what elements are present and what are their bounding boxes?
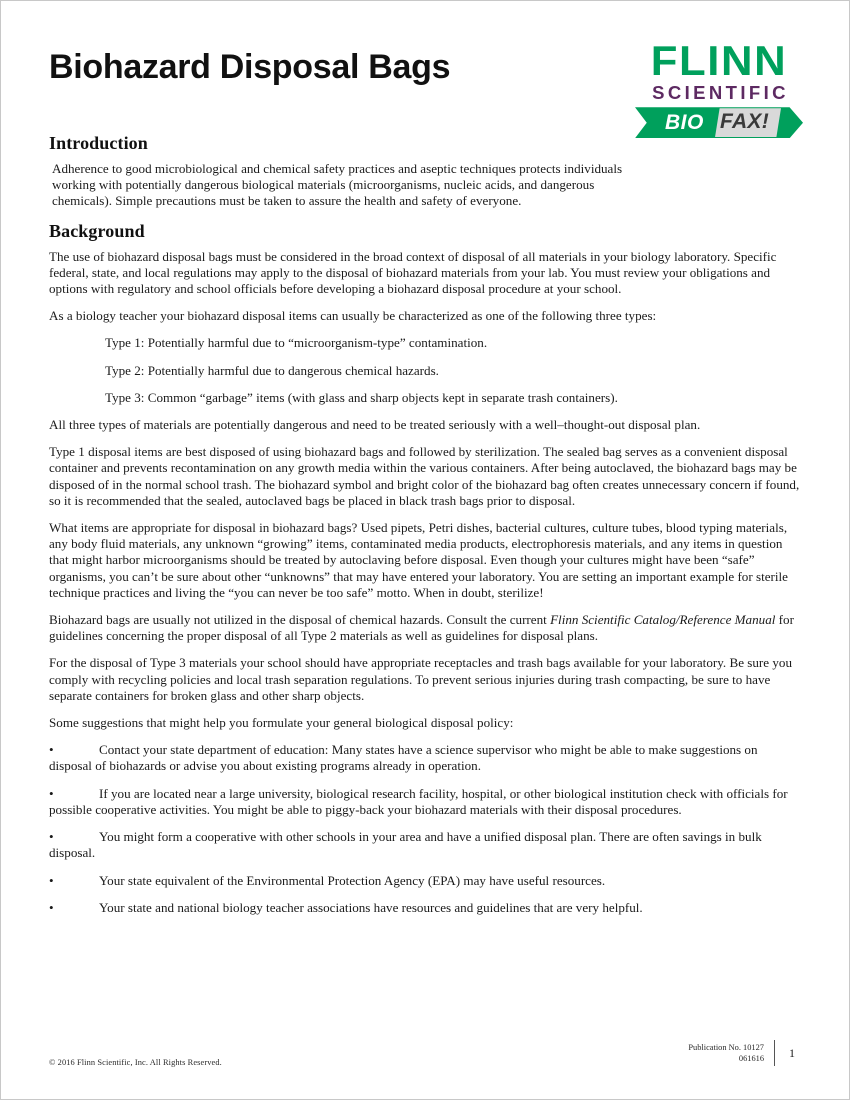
bullet-icon: • <box>49 899 54 915</box>
ribbon-bio-text: BIO <box>665 111 704 135</box>
bullet-icon: • <box>49 829 54 845</box>
paragraph-background-8: Some suggestions that might help you formulate your general biological disposal policy: <box>49 715 514 731</box>
catalog-reference-manual-title: Flinn Scientific Catalog/Reference Manual <box>550 612 776 628</box>
logo-subbrand-text: SCIENTIFIC <box>652 81 789 103</box>
suggestions-list <box>49 742 803 916</box>
paragraph-introduction: Adherence to good microbiological and chemical safety practices and aseptic techniques protects individuals working with potentially dangerous biological materials (microorganisms, nucleic acids, and dangerous chemicals). Simple precautions must be taken to assure the health and safety of everyone. <box>52 161 623 209</box>
list-item <box>49 786 803 818</box>
paragraph-background-5: What items are appropriate for disposal in biohazard bags? Used pipets, Petri dishes, bacterial cultures, culture tubes, blood typing materials, any body fluid materials, any unknown “growing” items, contaminated media products, electrophoresis materials, and any items in question that might harbor microorganisms should be treated by autoclaving before disposal. Even though your cultures might have been “safe” organisms, you can’t be sure about other “unknowns” that may have entered your laboratory. You are setting an important example for sterile technique practices and living the “you can never be too safe” motto. When in doubt, sterilize! <box>49 520 788 600</box>
list-item <box>49 742 803 774</box>
publication-block <box>688 1037 809 1069</box>
paragraph-6-lead: Biohazard bags are usually not utilized in the disposal of chemical hazards. Consult the current <box>49 612 551 628</box>
bullet-icon: • <box>49 742 54 758</box>
list-item-text: Your state and national biology teacher associations have resources and guidelines that are very helpful. <box>99 899 643 915</box>
bullet-icon: • <box>49 785 54 801</box>
paragraph-background-4: Type 1 disposal items are best disposed of using biohazard bags and followed by sterilization. The sealed bag serves as a convenient disposal container and prevents recontamination on any growth media within the various containers. After being autoclaved, the biohazard bags may be disposed of in the normal school trash. The biohazard symbol and bright color of the biohazard bag often creates unnecessary concern if found, so it is recommended that the sealed, autoclaved bags be placed in black trash bags prior to disposal. <box>49 444 800 508</box>
publication-number: Publication No. 10127 <box>688 1043 764 1052</box>
paragraph-background-3: All three types of materials are potentially dangerous and need to be treated seriously with a well–thought-out disposal plan. <box>49 417 701 433</box>
publication-info <box>688 1042 774 1064</box>
paragraph-6-tail: for guidelines concerning the proper disposal of all Type 2 materials as well as guidelines for disposal plans. <box>49 612 794 644</box>
flinn-scientific-biofax-logo <box>635 37 803 135</box>
copyright-text: © 2016 Flinn Scientific, Inc. All Rights Reserved. <box>49 1058 222 1067</box>
type-item-1: Type 1: Potentially harmful due to “microorganism-type” contamination. <box>105 335 488 351</box>
list-item <box>49 873 803 889</box>
page-title: Biohazard Disposal Bags <box>49 48 451 86</box>
heading-introduction: Introduction <box>49 133 148 153</box>
paragraph-background-2: As a biology teacher your biohazard disposal items can usually be characterized as one of the following three types: <box>49 308 657 324</box>
list-item-text: Your state equivalent of the Environmental Protection Agency (EPA) may have useful resources. <box>99 872 606 888</box>
list-item-text: If you are located near a large university, biological research facility, hospital, or other biological institution check with officials for possible cooperative activities. You might be able to piggy-back your biohazard materials with their disposal procedures. <box>49 785 788 817</box>
paragraph-background-6 <box>49 612 803 644</box>
logo-brand-text: FLINN <box>650 37 788 84</box>
logo-ribbon <box>635 107 803 138</box>
page-number: 1 <box>789 1045 795 1060</box>
paragraph-background-7: For the disposal of Type 3 materials your school should have appropriate receptacles and trash bags available for your laboratory. Be sure you comply with recycling policies and local trash separation regulations. To prevent serious injuries during trash compacting, be sure to have separate containers for broken glass and other sharp objects. <box>49 655 793 703</box>
ribbon-fax-text: FAX! <box>720 110 770 134</box>
document-header <box>49 37 803 135</box>
paragraph-background-1: The use of biohazard disposal bags must be considered in the broad context of disposal of all materials in your biology laboratory. Specific federal, state, and local regulations may apply to the disposal of biohazard materials from your lab. You must review your obligations and options with regulatory and school officials before developing a biohazard disposal procedure at your school. <box>49 248 777 297</box>
type-item-2: Type 2: Potentially harmful due to dangerous chemical hazards. <box>105 362 439 378</box>
heading-background: Background <box>49 220 145 241</box>
publication-code: 061616 <box>738 1054 764 1063</box>
bullet-icon: • <box>49 872 54 888</box>
document-footer <box>49 1031 809 1069</box>
type-item-3: Type 3: Common “garbage” items (with glass and sharp objects kept in separate trash containers). <box>105 389 618 405</box>
list-item <box>49 900 803 916</box>
list-item-text: Contact your state department of education: Many states have a science supervisor who might be able to make suggestions on disposal of biohazards or advise you about existing programs already in operation. <box>49 742 758 774</box>
page-content <box>49 37 803 927</box>
list-item-text: You might form a cooperative with other schools in your area and have a unified disposal plan. There are often savings in bulk disposal. <box>49 829 762 861</box>
list-item <box>49 829 803 861</box>
